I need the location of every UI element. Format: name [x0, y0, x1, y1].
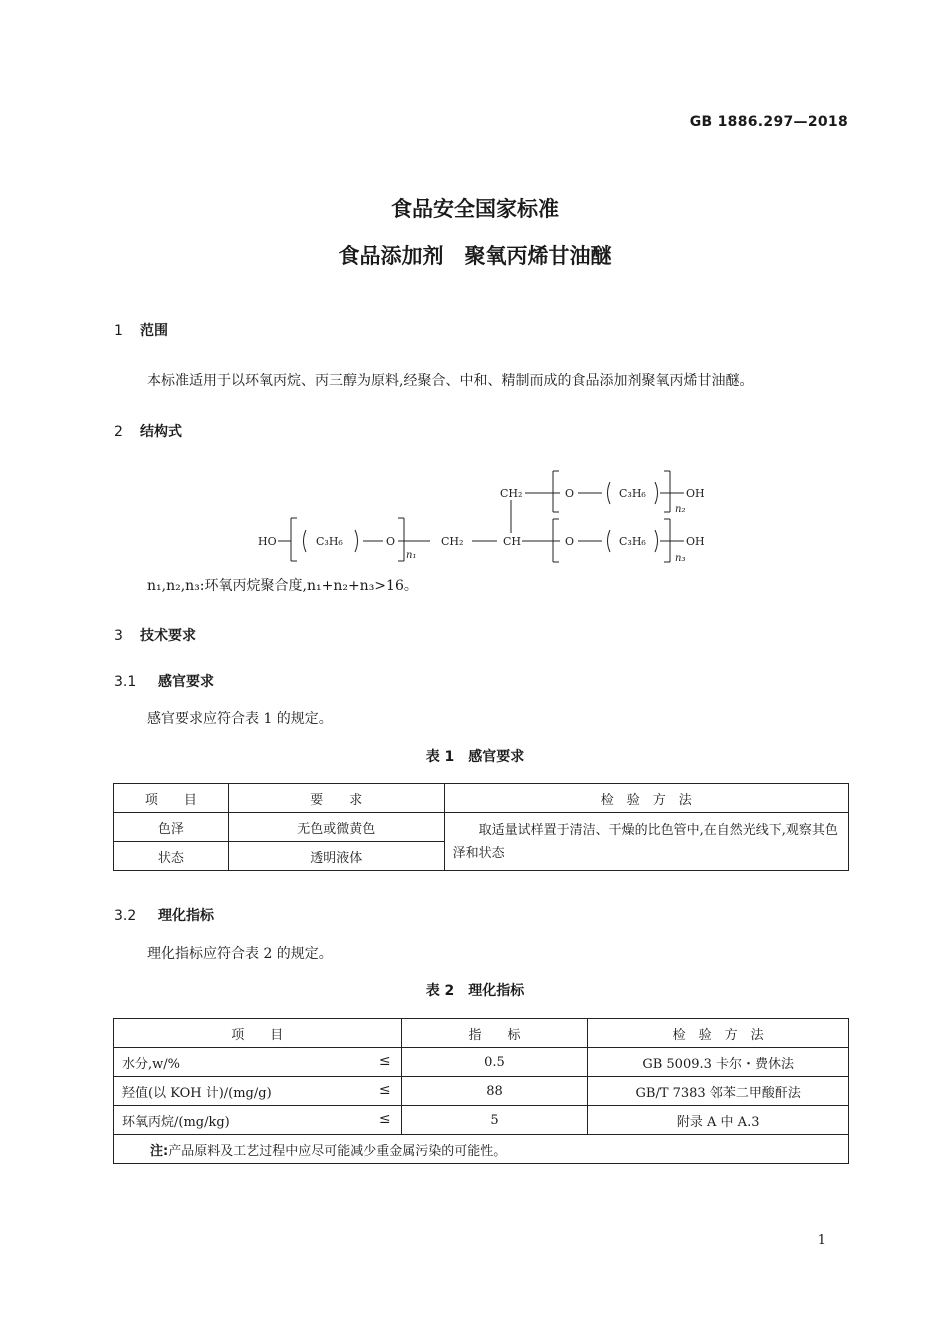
- method-cell: [444, 813, 848, 871]
- header-cell: 指 标: [401, 1019, 588, 1048]
- formula-c3h6: C₃H₆: [619, 487, 646, 500]
- structural-formula: [0, 460, 950, 580]
- section-number: 3.1: [114, 674, 137, 690]
- section-title: 结构式: [140, 424, 182, 440]
- formula-ho: HO: [258, 535, 277, 548]
- section-2-heading: [114, 421, 182, 441]
- le-symbol: ≤: [378, 1053, 391, 1069]
- section-1-heading: [114, 320, 168, 340]
- le-symbol: ≤: [378, 1111, 391, 1127]
- formula-n3: n₃: [675, 553, 686, 564]
- section-number: 3.2: [114, 908, 137, 924]
- document-title: 食品添加剂 聚氧丙烯甘油醚: [338, 244, 612, 268]
- item-cell: [114, 1048, 402, 1077]
- standard-title: 食品安全国家标准: [391, 197, 559, 221]
- section-number: 2: [114, 424, 123, 440]
- formula-note: n₁,n₂,n₃:环氧丙烷聚合度,n₁+n₂+n₃>16。: [147, 578, 418, 594]
- section-3-heading: [114, 625, 196, 645]
- requirement-cell: 无色或微黄色: [228, 813, 444, 842]
- table-row: [114, 1106, 849, 1135]
- header-cell: 项 目: [114, 784, 229, 813]
- item-cell: [114, 1077, 402, 1106]
- formula-oh: OH: [686, 535, 705, 548]
- formula-ch2: CH₂: [500, 487, 523, 500]
- formula-oh: OH: [686, 487, 705, 500]
- table-header-row: [114, 1019, 849, 1048]
- header-cell: 检 验 方 法: [444, 784, 848, 813]
- requirement-cell: 透明液体: [228, 842, 444, 871]
- method-cell: GB/T 7383 邻苯二甲酸酐法: [588, 1077, 849, 1106]
- section-title: 范围: [140, 323, 168, 339]
- item-cell: [114, 1106, 402, 1135]
- formula-ch: CH: [503, 535, 522, 548]
- formula-c3h6: C₃H₆: [619, 535, 646, 548]
- formula-c3h6: C₃H₆: [316, 535, 343, 548]
- sensory-paragraph: 感官要求应符合表 1 的规定。: [147, 711, 333, 727]
- table-1: [113, 783, 849, 871]
- table-header-row: [114, 784, 849, 813]
- header-cell: 要 求: [228, 784, 444, 813]
- note-text: 产品原料及工艺过程中应尽可能减少重金属污染的可能性。: [168, 1143, 507, 1159]
- section-3-2-heading: [114, 905, 214, 925]
- section-title: 理化指标: [158, 908, 214, 924]
- item-cell: 色泽: [114, 813, 229, 842]
- table-2-caption: 表 2 理化指标: [425, 983, 525, 999]
- value-cell: 88: [401, 1077, 588, 1106]
- formula-oxygen: O: [565, 487, 575, 500]
- note-cell: [114, 1135, 849, 1164]
- le-symbol: ≤: [378, 1082, 391, 1098]
- formula-oxygen: O: [565, 535, 575, 548]
- item-text: 环氧丙烷/(mg/kg): [122, 1114, 230, 1130]
- formula-oxygen: O: [386, 535, 396, 548]
- section-3-1-heading: [114, 671, 214, 691]
- section-title: 感官要求: [158, 674, 214, 690]
- method-text: 取适量试样置于清洁、干燥的比色管中,在自然光线下,观察其色泽和状态: [452, 822, 838, 861]
- item-text: 羟值(以 KOH 计)/(mg/g): [122, 1085, 272, 1101]
- value-cell: 5: [401, 1106, 588, 1135]
- table-row: [114, 1048, 849, 1077]
- formula-n2: n₂: [675, 504, 686, 515]
- value-cell: 0.5: [401, 1048, 588, 1077]
- table-1-caption: 表 1 感官要求: [425, 749, 525, 765]
- item-text: 水分,w/%: [122, 1056, 180, 1072]
- method-cell: GB 5009.3 卡尔・费休法: [588, 1048, 849, 1077]
- physchem-paragraph: 理化指标应符合表 2 的规定。: [147, 946, 333, 962]
- table-row: [114, 813, 849, 842]
- section-number: 1: [114, 323, 123, 339]
- formula-ch2: CH₂: [441, 535, 464, 548]
- method-cell: 附录 A 中 A.3: [588, 1106, 849, 1135]
- note-label: 注:: [150, 1143, 169, 1159]
- item-cell: 状态: [114, 842, 229, 871]
- scope-paragraph: 本标准适用于以环氧丙烷、丙三醇为原料,经聚合、中和、精制而成的食品添加剂聚氧丙烯甘油醚。: [147, 373, 754, 389]
- table-2: [113, 1018, 849, 1164]
- header-cell: 检 验 方 法: [588, 1019, 849, 1048]
- header-cell: 项 目: [114, 1019, 402, 1048]
- table-note-row: [114, 1135, 849, 1164]
- section-number: 3: [114, 628, 123, 644]
- table-row: [114, 1077, 849, 1106]
- formula-n1: n₁: [406, 550, 417, 561]
- section-title: 技术要求: [140, 628, 196, 644]
- standard-number: GB 1886.297—2018: [689, 114, 848, 130]
- page-number: 1: [817, 1233, 826, 1248]
